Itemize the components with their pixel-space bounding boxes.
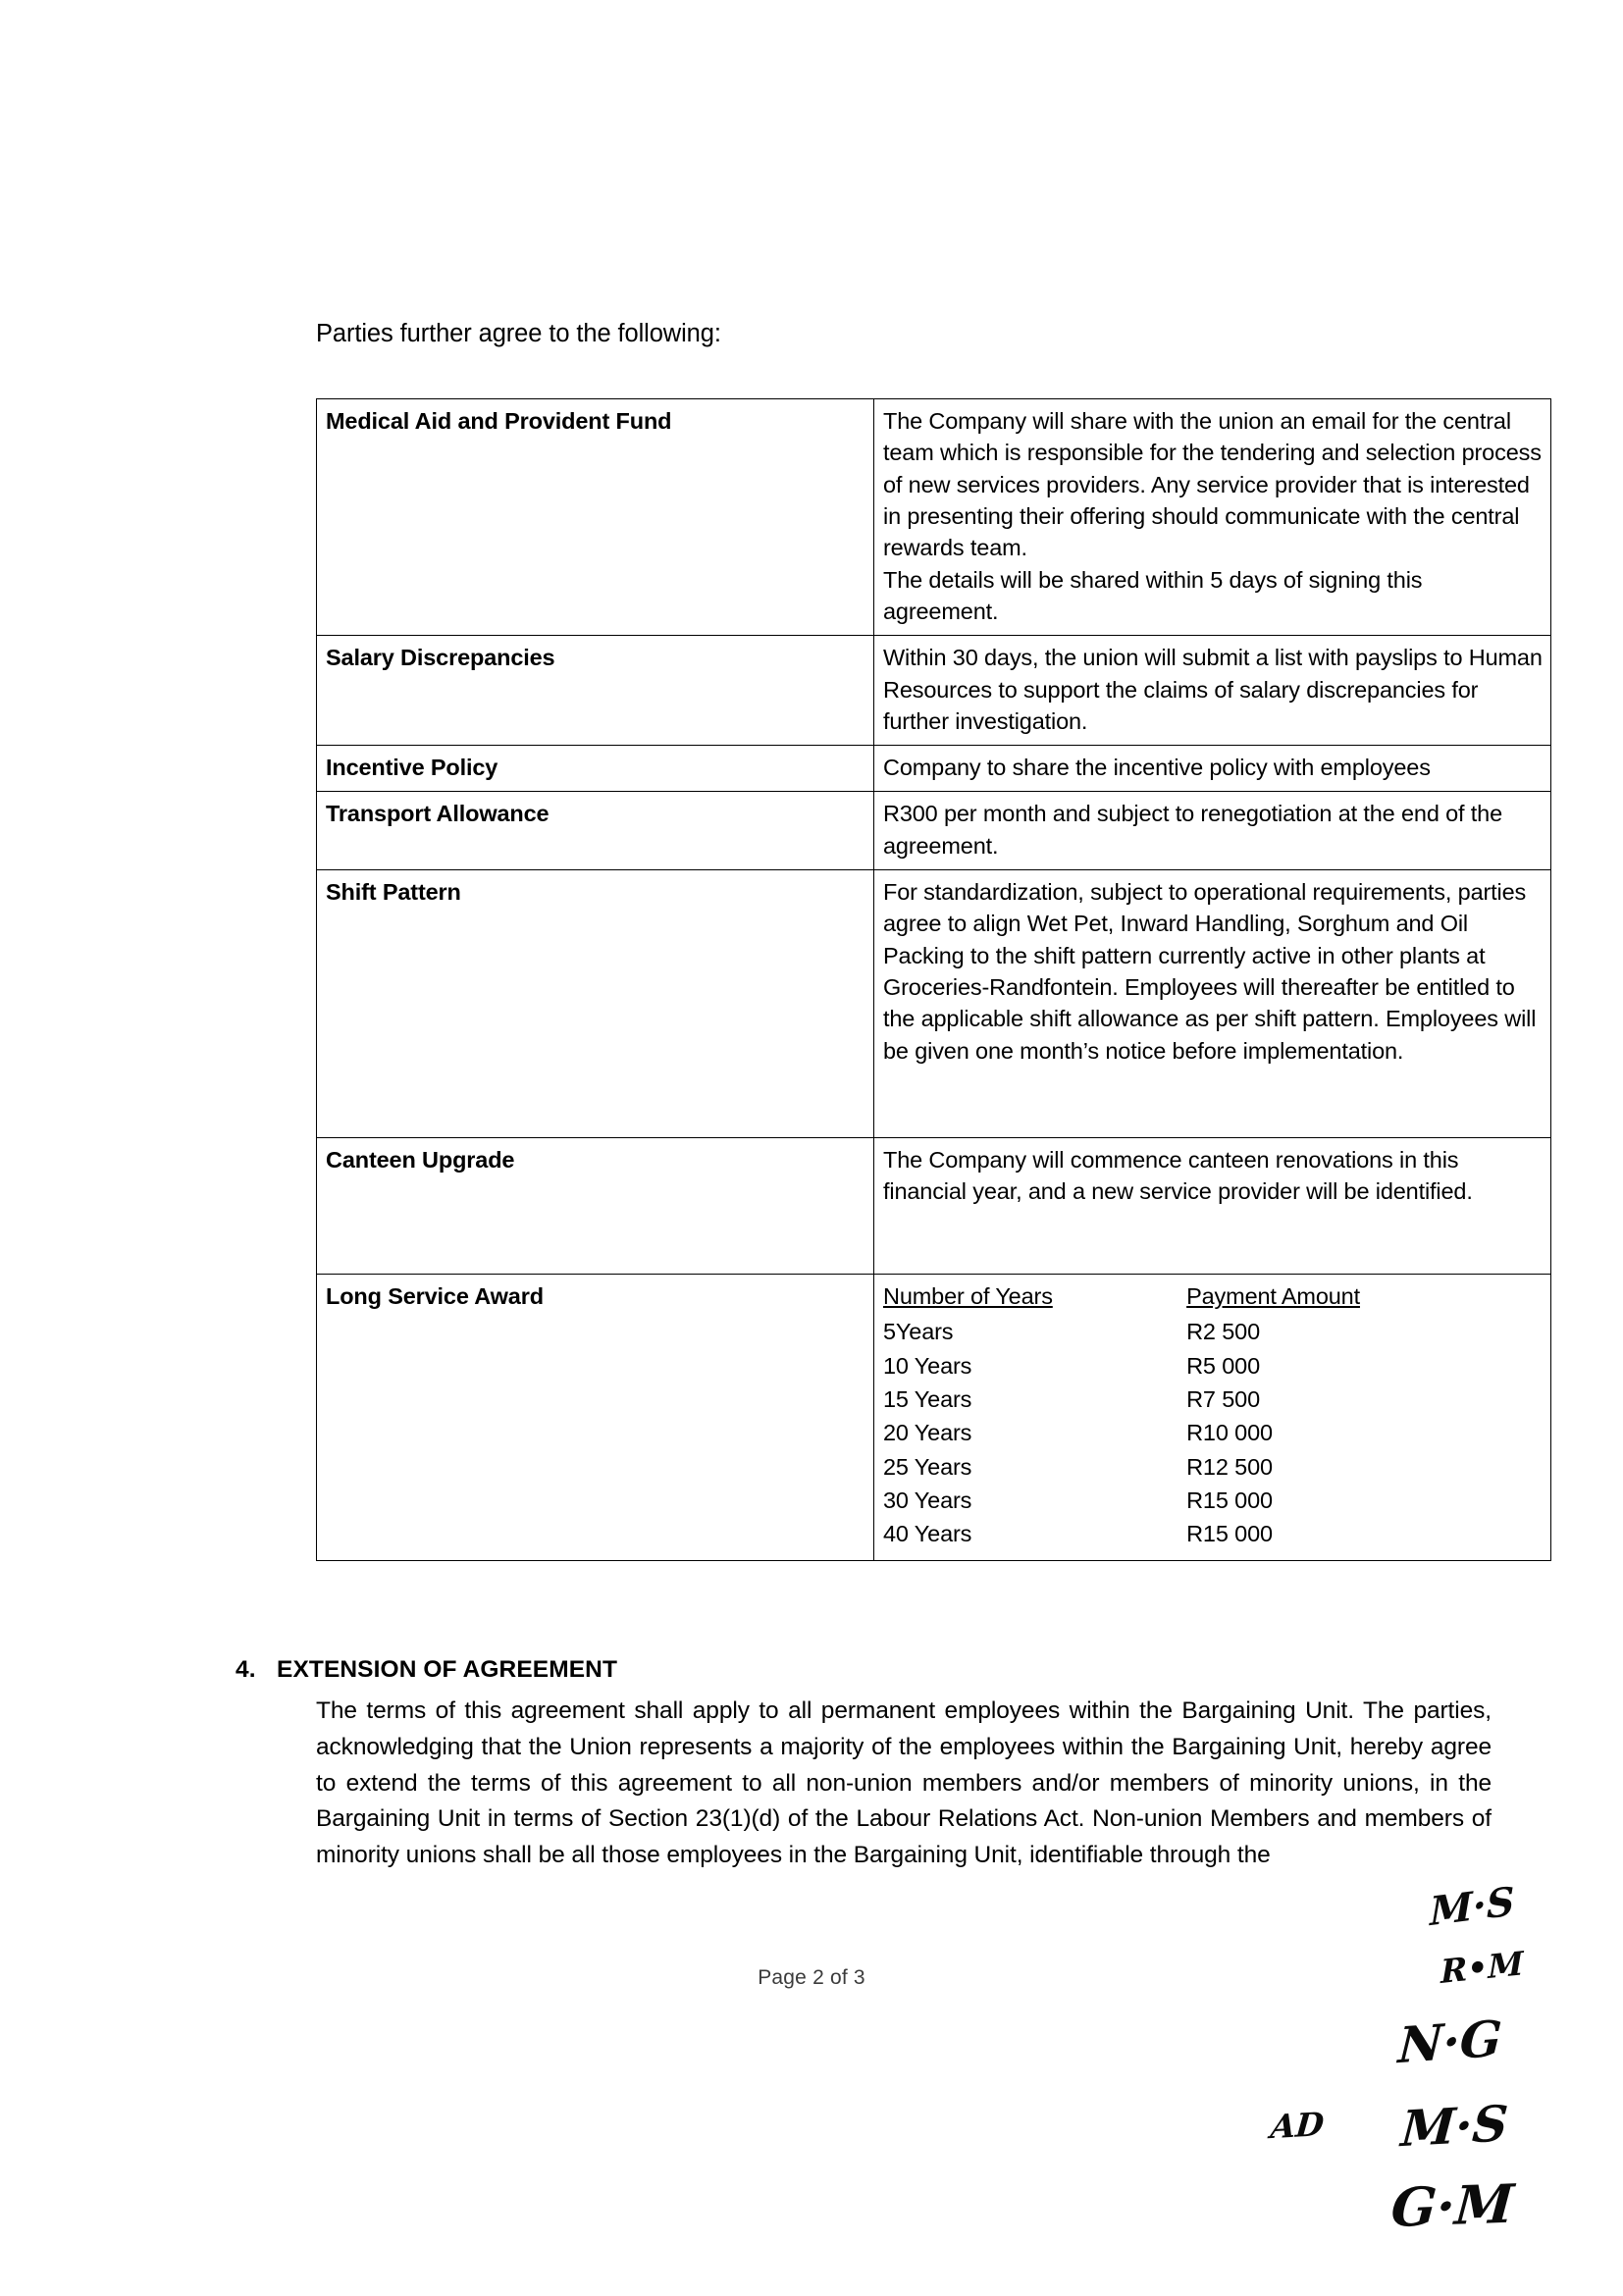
row-topic: Incentive Policy	[317, 746, 874, 792]
table-row	[317, 792, 1551, 870]
agreement-table-body	[317, 399, 1551, 1561]
row-detail	[874, 636, 1551, 746]
row-topic: Long Service Award	[317, 1275, 874, 1561]
row-detail	[874, 792, 1551, 870]
award-row	[883, 1485, 1543, 1518]
row-detail	[874, 870, 1551, 1138]
signature-initials-ad: AD	[1269, 2105, 1326, 2147]
award-header-row	[883, 1280, 1543, 1316]
intro-line: Parties further agree to the following:	[316, 320, 721, 347]
table-row	[317, 746, 1551, 792]
detail-paragraph: The Company will commence canteen renovations in this financial year, and a new service provider will be identified.	[883, 1147, 1473, 1205]
detail-paragraph: For standardization, subject to operational requirements, parties agree to align Wet Pet, Inward Handling, Sorghum and Oil Packing to the shift pattern currently active in other plants at Groceries-Randfontein. Employees will thereafter be entitled to the applicable shift allowance as per shift pattern. Employees will be given one month’s notice before implementation.	[883, 879, 1537, 1064]
award-row	[883, 1518, 1543, 1551]
detail-paragraph: Within 30 days, the union will submit a list with payslips to Human Resources to support the claims of salary discrepancies for further investigation.	[883, 645, 1543, 734]
table-row	[317, 870, 1551, 1138]
page-footer: Page 2 of 3	[758, 1966, 865, 1989]
award-years: 30 Years	[883, 1487, 972, 1513]
row-detail	[874, 1138, 1551, 1275]
detail-paragraph: Company to share the incentive policy with employees	[883, 755, 1431, 781]
signature-initials-gm: G·M	[1388, 2171, 1516, 2240]
award-header-amount: Payment Amount	[1186, 1283, 1360, 1310]
signature-initials-ms-top: M·S	[1429, 1878, 1515, 1936]
award-years: 10 Years	[883, 1352, 972, 1379]
row-detail	[874, 399, 1551, 636]
award-amount: R15 000	[1186, 1487, 1273, 1513]
detail-paragraph: The Company will share with the union an email for the central team which is responsible for the tendering and selection process of new services providers. Any service provider that is interested in presenting their offering should communicate with the central rewards team.	[883, 408, 1542, 561]
long-service-award-table	[883, 1280, 1543, 1552]
section-heading	[236, 1656, 1521, 1684]
award-table-head	[883, 1280, 1543, 1316]
signature-initials-rm: R•M	[1440, 1944, 1524, 1992]
section-body-text: The terms of this agreement shall apply to all permanent employees within the Bargaining Unit. The parties, acknowledging that the Union represents a majority of the employees within the Bargaining Unit, hereby agree to extend the terms of this agreement to all non-union members and/or members of minority unions, in the Bargaining Unit in terms of Section 23(1)(d) of the Labour Relations Act. Non-union Members and members of minority unions shall be all those employees in the Bargaining Unit, identifiable through the	[316, 1697, 1492, 1868]
award-amount: R5 000	[1186, 1352, 1260, 1379]
table-row	[317, 1138, 1551, 1275]
row-topic: Canteen Upgrade	[317, 1138, 874, 1275]
award-years: 15 Years	[883, 1386, 972, 1412]
award-row	[883, 1383, 1543, 1417]
detail-paragraph: The details will be shared within 5 days of signing this agreement.	[883, 566, 1423, 624]
award-amount: R7 500	[1186, 1386, 1260, 1412]
award-row	[883, 1350, 1543, 1383]
award-row	[883, 1451, 1543, 1485]
row-topic: Transport Allowance	[317, 792, 874, 870]
award-years: 25 Years	[883, 1453, 972, 1480]
signature-initials-ms-bottom: M·S	[1398, 2094, 1510, 2159]
table-row	[317, 1275, 1551, 1561]
award-table-body	[883, 1316, 1543, 1551]
award-row	[883, 1316, 1543, 1349]
row-topic: Medical Aid and Provident Fund	[317, 399, 874, 636]
award-years: 20 Years	[883, 1420, 972, 1446]
row-detail	[874, 746, 1551, 792]
award-header-years: Number of Years	[883, 1283, 1053, 1310]
award-years: 40 Years	[883, 1521, 972, 1547]
row-detail	[874, 1275, 1551, 1561]
award-amount: R15 000	[1186, 1521, 1273, 1547]
row-topic: Shift Pattern	[317, 870, 874, 1138]
section-title: EXTENSION OF AGREEMENT	[277, 1656, 618, 1683]
signature-initials-ng: N·G	[1396, 2009, 1504, 2075]
award-amount: R10 000	[1186, 1420, 1273, 1446]
award-amount: R12 500	[1186, 1453, 1273, 1480]
award-years: 5Years	[883, 1319, 954, 1345]
award-row	[883, 1417, 1543, 1450]
award-amount: R2 500	[1186, 1319, 1260, 1345]
table-row	[317, 636, 1551, 746]
agreement-table	[316, 398, 1551, 1561]
detail-paragraph: R300 per month and subject to renegotiation at the end of the agreement.	[883, 801, 1503, 859]
section-number: 4.	[236, 1656, 256, 1683]
table-row	[317, 399, 1551, 636]
row-topic: Salary Discrepancies	[317, 636, 874, 746]
section-extension-of-agreement	[236, 1656, 1521, 1874]
